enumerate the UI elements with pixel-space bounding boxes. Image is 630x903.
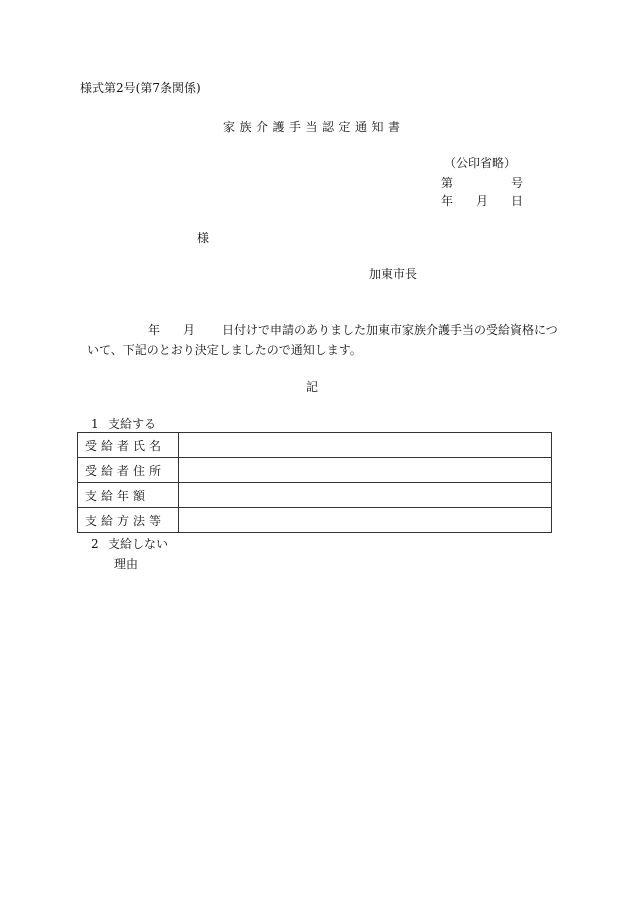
- recipient-info-table: [77, 432, 552, 533]
- document-title: 家族介護手当認定通知書: [223, 120, 405, 134]
- item-1-number: 1: [91, 417, 99, 431]
- item-1-approve: [91, 418, 156, 430]
- row-label-recipient-address: 受給者住所: [78, 458, 179, 483]
- issue-date-day: 日: [510, 194, 523, 208]
- body-line-1: [148, 324, 558, 336]
- item-2-deny: [91, 538, 168, 550]
- row-label-annual-amount: 支給年額: [78, 483, 179, 508]
- row-value-payment-method: [179, 508, 552, 533]
- seal-omitted-note: （公印省略）: [444, 156, 517, 170]
- row-value-recipient-name: [179, 433, 552, 458]
- table-row: [78, 508, 552, 533]
- body-year: 年: [148, 323, 161, 337]
- row-label-recipient-name: 受給者氏名: [78, 433, 179, 458]
- issue-date-year: 年: [441, 194, 454, 208]
- table-row: [78, 433, 552, 458]
- row-value-recipient-address: [179, 458, 552, 483]
- item-2-label: 支給しない: [108, 537, 169, 551]
- body-month: 月: [183, 323, 196, 337]
- issue-date-month: 月: [475, 194, 488, 208]
- row-label-payment-method: 支給方法等: [78, 508, 179, 533]
- sender-name: 加東市長: [369, 267, 418, 281]
- document-number: [441, 177, 523, 189]
- body-line-2: いて、下記のとおり決定しましたので通知します。: [87, 343, 362, 357]
- document-number-suffix: 号: [510, 176, 523, 190]
- document-number-prefix: 第: [441, 176, 454, 190]
- item-2-number: 2: [91, 537, 99, 551]
- ki-heading: 記: [306, 380, 319, 394]
- row-value-annual-amount: [179, 483, 552, 508]
- body-line-1-text: 日付けで申請のありました加東市家族介護手当の受給資格につ: [222, 323, 558, 337]
- issue-date: [441, 195, 523, 207]
- addressee-honorific: 様: [197, 231, 210, 245]
- reason-label: 理由: [114, 557, 139, 571]
- item-1-label: 支給する: [108, 417, 157, 431]
- form-number-label: 様式第2号(第7条関係): [80, 81, 201, 95]
- table-row: [78, 483, 552, 508]
- table-row: [78, 458, 552, 483]
